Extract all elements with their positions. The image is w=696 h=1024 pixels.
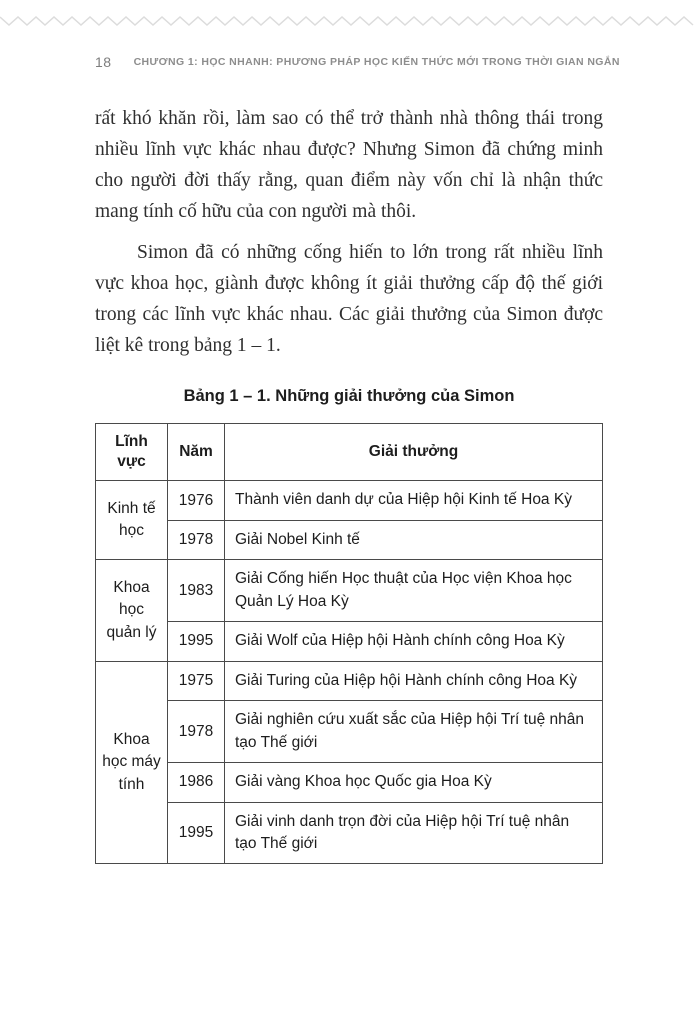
award-cell: Giải nghiên cứu xuất sắc của Hiệp hội Trí tuệ nhân tạo Thế giới [225, 701, 603, 763]
field-cell: Khoa học quản lý [96, 560, 168, 661]
field-cell: Kinh tế học [96, 481, 168, 560]
table-row [96, 661, 603, 700]
torn-edge-line [0, 17, 693, 25]
paragraph: Simon đã có những cống hiến to lớn trong rất nhiều lĩnh vực khoa học, giành được không ít giải thưởng cấp độ thế giới trong các lĩnh vực khác nhau. Các giải thưởng của Simon được liệt kê trong bảng 1 – 1. [95, 242, 603, 356]
award-cell: Thành viên danh dự của Hiệp hội Kinh tế Hoa Kỳ [225, 481, 603, 520]
year-cell: 1986 [168, 763, 225, 802]
torn-paper-edge [0, 14, 696, 28]
table-header-row [96, 424, 603, 481]
year-cell: 1983 [168, 560, 225, 622]
award-cell: Giải vinh danh trọn đời của Hiệp hội Trí tuệ nhân tạo Thế giới [225, 802, 603, 864]
header-field: Lĩnh vực [96, 424, 168, 481]
table-row [96, 763, 603, 802]
header-award: Giải thưởng [225, 424, 603, 481]
page-content [95, 103, 603, 864]
page-number: 18 [95, 54, 112, 70]
award-cell: Giải Cống hiến Học thuật của Học viện Khoa học Quản Lý Hoa Kỳ [225, 560, 603, 622]
award-cell: Giải Wolf của Hiệp hội Hành chính công Hoa Kỳ [225, 622, 603, 661]
award-cell: Giải Nobel Kinh tế [225, 520, 603, 559]
awards-table [95, 423, 603, 864]
year-cell: 1978 [168, 701, 225, 763]
table-title: Bảng 1 – 1. Những giải thưởng của Simon [183, 387, 515, 405]
year-cell: 1978 [168, 520, 225, 559]
year-cell: 1976 [168, 481, 225, 520]
table-row [96, 481, 603, 520]
paragraph: rất khó khăn rồi, làm sao có thể trở thành nhà thông thái trong nhiều lĩnh vực khác nhau được? Nhưng Simon đã chứng minh cho người đời thấy rằng, quan điểm này vốn chỉ là nhận thức mang tính cố hữu của con người mà thôi. [95, 108, 603, 222]
awards-table-body [96, 481, 603, 864]
table-row [96, 560, 603, 622]
award-cell: Giải Turing của Hiệp hội Hành chính công Hoa Kỳ [225, 661, 603, 700]
table-row [96, 701, 603, 763]
field-cell: Khoa học máy tính [96, 661, 168, 864]
year-cell: 1995 [168, 622, 225, 661]
awards-table-head [96, 424, 603, 481]
table-row [96, 802, 603, 864]
year-cell: 1995 [168, 802, 225, 864]
award-cell: Giải vàng Khoa học Quốc gia Hoa Kỳ [225, 763, 603, 802]
chapter-title: CHƯƠNG 1: HỌC NHANH: PHƯƠNG PHÁP HỌC KIẾN THỨC MỚI TRONG THỜI GIAN NGẮN [133, 56, 620, 68]
year-cell: 1975 [168, 661, 225, 700]
page-header [95, 54, 620, 70]
header-year: Năm [168, 424, 225, 481]
table-row [96, 520, 603, 559]
table-row [96, 622, 603, 661]
